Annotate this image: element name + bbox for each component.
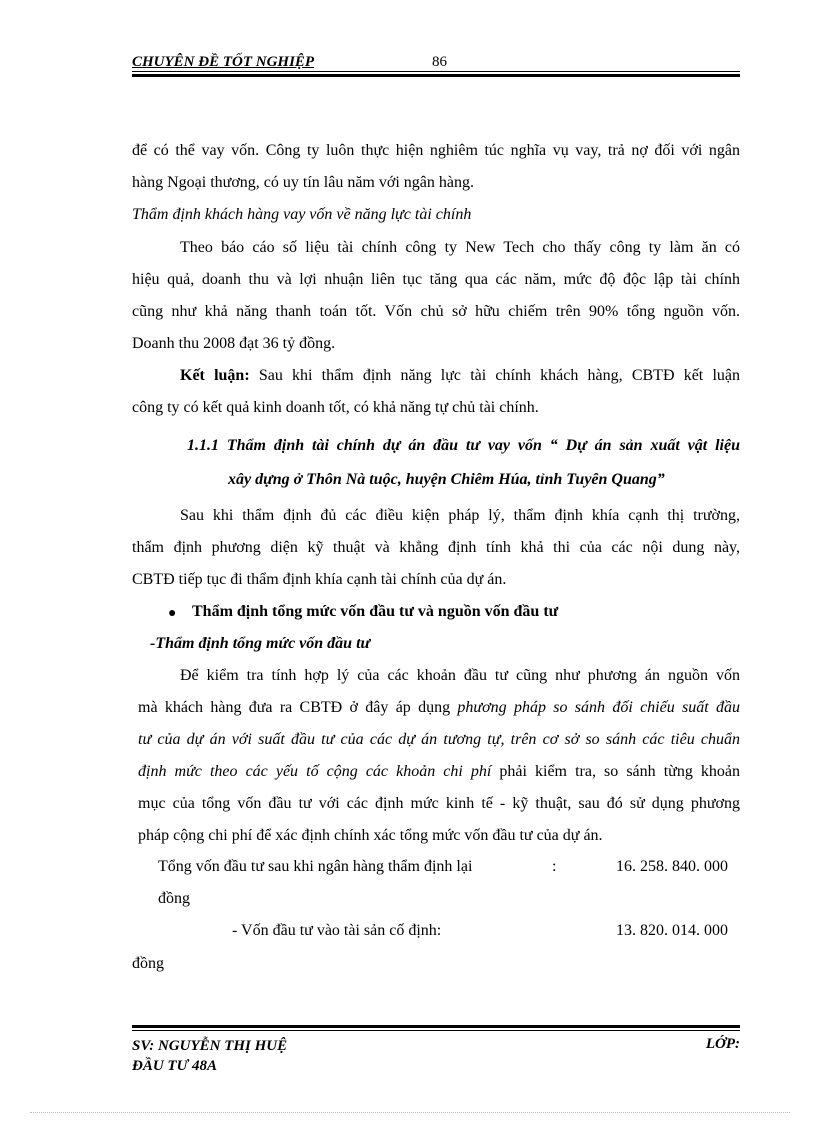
fixed-asset-label: - Vốn đầu tư vào tài sản cố định: [232,922,442,939]
total-capital-colon: : [552,858,557,875]
paragraph-line: để có thể vay vốn. Công ty luôn thực hiện nghiêm túc nghĩa vụ vay, trả nợ đối với ngân [132,142,740,159]
paragraph-line: công ty có kết quả kinh doanh tốt, có khả năng tự chủ tài chính. [132,399,539,416]
total-capital-value: 16. 258. 840. 000 [616,858,728,875]
header-rule-thin [132,71,740,72]
section-heading: 1.1.1 Thẩm định tài chính dự án đầu tư vay vốn “ Dự án sản xuất vật liệu [187,437,740,454]
paragraph-line: hàng Ngoại thương, có uy tín lâu năm với ngân hàng. [132,174,474,191]
subheading-financial-capacity: Thẩm định khách hàng vay vốn về năng lực tài chính [132,206,472,223]
footer-student [132,1036,287,1076]
sub-heading: -Thẩm định tổng mức vốn đầu tư [150,635,371,652]
paragraph-line: Sau khi thẩm định đủ các điều kiện pháp lý, thẩm định khía cạnh thị trường, [180,507,740,524]
bullet-heading: Thẩm định tổng mức vốn đầu tư và nguồn vốn đầu tư [192,603,559,620]
paragraph-line: thẩm định phương diện kỹ thuật và khẳng định tính khả thi của các nội dung này, [132,539,740,556]
footer-class-label: LỚP: [705,1036,740,1052]
conclusion-label: Kết luận: [180,367,250,384]
header-rule-thick [132,74,740,77]
paragraph-line: mục của tổng vốn đầu tư với các định mức kinh tế - kỹ thuật, sau đó sử dụng phương [138,795,740,812]
paragraph-line: Theo báo cáo số liệu tài chính công ty New Tech cho thấy công ty làm ăn có [180,239,740,256]
paragraph-line: mà khách hàng đưa ra CBTĐ ở đây áp dụng phương pháp so sánh đối chiếu suất đầu [138,699,741,716]
paragraph-line: Để kiểm tra tính hợp lý của các khoản đầu tư cũng như phương án nguồn vốn [180,667,740,684]
bullet-icon: ● [168,606,177,621]
footer-class-name: ĐẦU TƯ 48A [132,1058,217,1074]
total-capital-label: Tổng vốn đầu tư sau khi ngân hàng thẩm định lại [158,858,473,875]
footer-student-name: SV: NGUYỄN THỊ HUỆ [132,1038,288,1054]
paragraph-line: hiệu quả, doanh thu và lợi nhuận liên tục tăng qua các năm, mức độ độc lập tài chính [132,271,740,288]
total-capital-unit: đồng [158,890,190,907]
paragraph-line: pháp cộng chi phí để xác định chính xác tổng mức vốn đầu tư của dự án. [138,827,603,844]
paragraph-line: định mức theo các yếu tố cộng các khoản chi phí phải kiểm tra, so sánh từng khoản [138,763,741,780]
fixed-asset-value: 13. 820. 014. 000 [616,922,728,939]
header-title: CHUYÊN ĐỀ TỐT NGHIỆP [132,54,315,70]
footer-rule-thin [132,1030,740,1031]
paragraph-line: Doanh thu 2008 đạt 36 tỷ đồng. [132,335,336,352]
page-edge-dotted [30,1112,790,1113]
paragraph-line: tư của dự án với suất đầu tư của các dự án tương tự, trên cơ sở so sánh các tiêu chuẩn [138,731,740,748]
conclusion-text: Sau khi thẩm định năng lực tài chính khách hàng, CBTĐ kết luận [249,367,740,384]
paragraph-line: CBTĐ tiếp tục đi thẩm định khía cạnh tài chính của dự án. [132,571,507,588]
section-heading-cont: xây dựng ở Thôn Nà tuộc, huyện Chiêm Húa, tỉnh Tuyên Quang” [228,471,665,488]
footer-rule-thick [132,1025,740,1028]
fixed-asset-unit: đồng [132,955,164,972]
conclusion-line [180,360,740,392]
paragraph-line: cũng như khả năng thanh toán tốt. Vốn chủ sở hữu chiếm trên 90% tổng nguồn vốn. [132,303,740,320]
page-number: 86 [432,54,447,70]
